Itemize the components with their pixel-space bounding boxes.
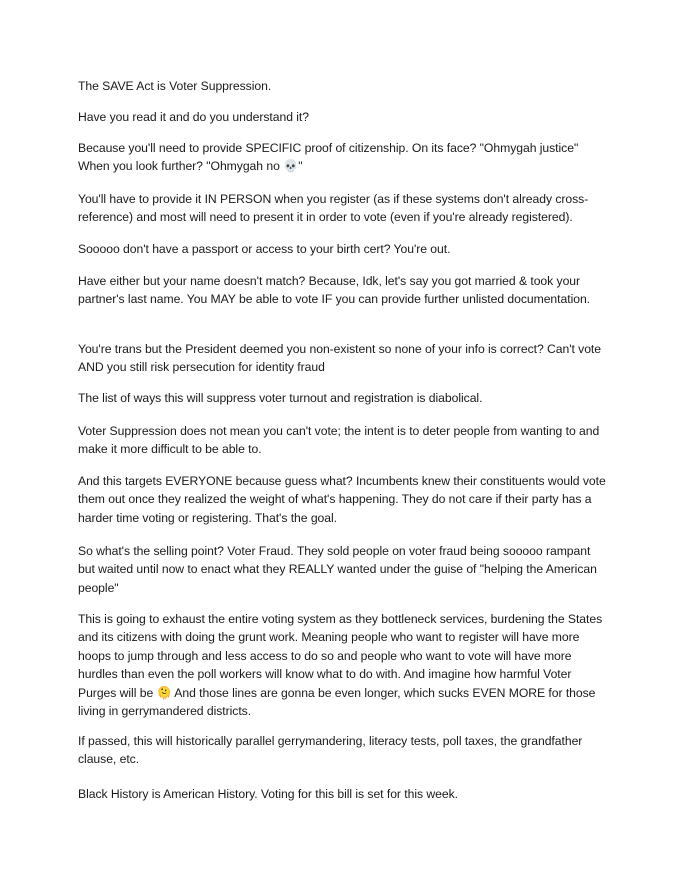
paragraph-6: Have either but your name doesn't match? Because, Idk, let's say you got married & took your partner's last name. You MAY be able to vote IF you can provide further unlisted documentation. [78, 274, 591, 307]
paragraph-11: So what's the selling point? Voter Fraud. They sold people on voter fraud being sooooo rampant but waited until now to enact what they REALLY wanted under the guise of "helping the American people" [78, 544, 597, 595]
paragraph-12: This is going to exhaust the entire voting system as they bottleneck services, burdening the States and its citizens with doing the grunt work. Meaning people who want to register will have more hoops to jump through and less access to do so and people who want to vote will have more hurdles than even the poll workers will know what to do with. And imagine how harmful Voter Purges will be 🫠 And those lines are gonna be even longer, which sucks EVEN MORE for those living in gerrymandered districts. [78, 612, 603, 719]
paragraph-1: The SAVE Act is Voter Suppression. [78, 79, 272, 93]
paragraph-10: And this targets EVERYONE because guess what? Incumbents knew their constituents would vote them out once they realized the weight of what's happening. They do not care if their party has a harder time voting or registering. That's the goal. [78, 474, 606, 525]
paragraph-9: Voter Suppression does not mean you can't vote; the intent is to deter people from wanting to and make it more difficult to be able to. [78, 424, 600, 457]
paragraph-3: Because you'll need to provide SPECIFIC proof of citizenship. On its face? "Ohmygah justice" When you look further? "Ohmygah no 💀" [78, 141, 579, 174]
paragraph-8: The list of ways this will suppress voter turnout and registration is diabolical. [78, 391, 483, 405]
paragraph-4: You'll have to provide it IN PERSON when you register (as if these systems don't already cross-reference) and most will need to present it in order to vote (even if you're already registered). [78, 192, 589, 225]
paragraph-13: If passed, this will historically parallel gerrymandering, literacy tests, poll taxes, the grandfather clause, etc. [78, 734, 583, 767]
paragraph-5: Sooooo don't have a passport or access to your birth cert? You're out. [78, 242, 451, 256]
paragraph-7: You're trans but the President deemed you non-existent so none of your info is correct? Can't vote AND you still risk persecution for identity fraud [78, 342, 602, 375]
paragraph-14: Black History is American History. Voting for this bill is set for this week. [78, 787, 458, 801]
paragraph-2: Have you read it and do you understand it? [78, 110, 309, 124]
